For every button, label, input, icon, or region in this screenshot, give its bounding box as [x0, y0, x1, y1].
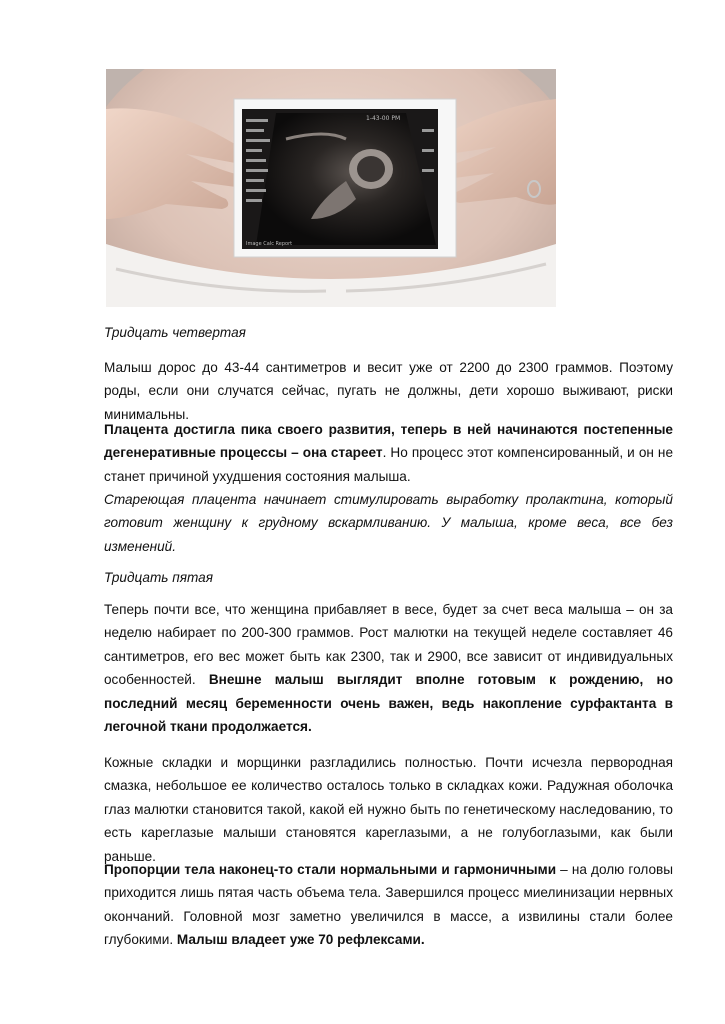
ultrasound-photo-illustration: [106, 69, 556, 307]
week35-paragraph-3-mid: – на долю головы приходится лишь пятая часть объема тела. Завершился процесс миелинизации нервных окончаний. Головной мозг заметно увеличился в массе, а извилины стали более глубокими.: [104, 862, 673, 948]
week34-paragraph-2: [104, 418, 673, 488]
week35-heading: Тридцать пятая: [104, 570, 213, 585]
week35-paragraph-3-bold-end: Малыш владеет уже 70 рефлексами.: [176, 932, 425, 948]
week35-paragraph-3-bold: Пропорции тела наконец-то стали нормальными и гармоничными: [104, 862, 557, 877]
week35-paragraph-2: Кожные складки и морщинки разгладились полностью. Почти исчезла первородная смазка, небольшое ее количество осталось только в складках кожи. Радужная оболочка глаз малютки становится такой, какой ей нужно быть по генетическому наследованию, то есть кареглазые малыши становятся кареглазыми, а не голубоглазыми, как были раньше.: [104, 755, 673, 864]
week34-paragraph-1: Малыш дорос до 43-44 сантиметров и весит уже от 2200 до 2300 граммов. Поэтому роды, если они случатся сейчас, пугать не должны, дети хорошо выживают, риски минимальны.: [104, 360, 673, 422]
week35-paragraph-1-bold: Внешне малыш выглядит вполне готовым к рождению, но последний месяц беременности очень важен, ведь накопление сурфактанта в легочной ткани продолжается.: [104, 672, 673, 735]
week34-paragraph-3: Стареющая плацента начинает стимулировать выработку пролактина, который готовит женщину к грудному вскармливанию. У малыша, кроме веса, все без изменений.: [104, 492, 673, 554]
week35-paragraph-1: [104, 598, 673, 738]
scan-footer-text: Image Calc Report: [246, 241, 293, 247]
week34-paragraph-2-bold: Плацента достигла пика своего развития, теперь в ней начинаются постепенные дегенеративные процессы – она стареет: [104, 422, 673, 461]
week35-paragraph-3: [104, 858, 673, 952]
week34-paragraph-2-rest: . Но процесс этот компенсированный, и он не станет причиной ухудшения состояния малыша.: [104, 445, 673, 484]
week35-paragraph-1-start: Теперь почти все, что женщина прибавляет в весе, будет за счет веса малыша – он за неделю набирает по 200-300 граммов. Рост малютки на текущей неделе составляет 46 сантиметров, его вес может быть как 2300, так и 2900, все зависит от индивидуальных особенностей.: [104, 602, 673, 688]
week34-heading: Тридцать четвертая: [104, 325, 246, 340]
ultrasound-photo: [106, 69, 556, 307]
scan-header-text: 1-43-00 PM: [366, 115, 401, 122]
